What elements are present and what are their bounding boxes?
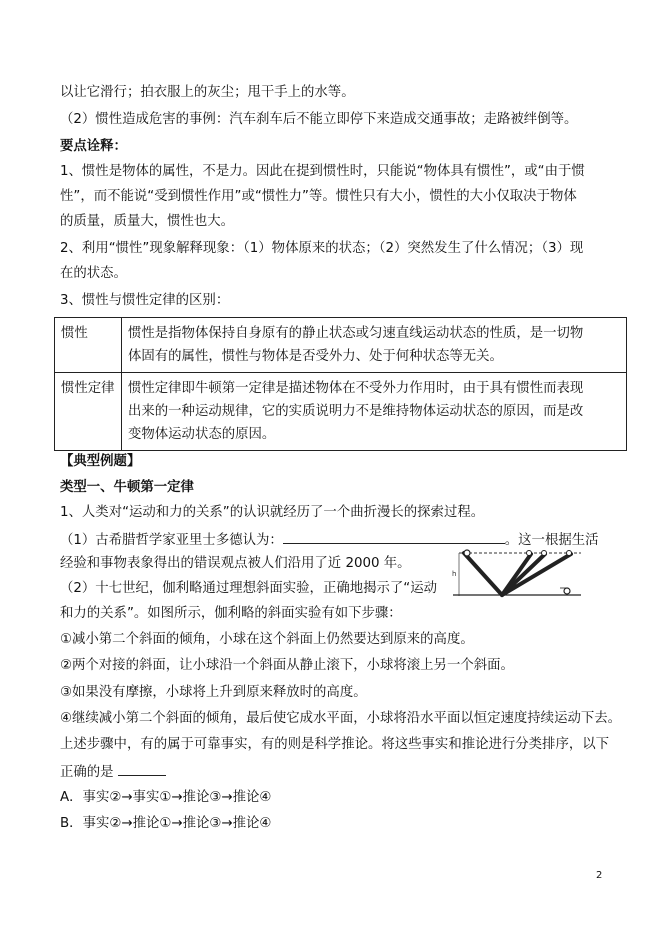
- question-text: （2）十七世纪，伽利略通过理想斜面实验，正确地揭示了“运动: [60, 581, 438, 596]
- question-text-part: 正确的是: [60, 765, 114, 780]
- table-cell-term: 惯性定律: [55, 373, 122, 451]
- text-line: 以让它滑行；拍衣服上的灰尘；甩干手上的水等。: [60, 85, 355, 100]
- question-text: 经验和事物表象得出的错误观点被人们沿用了近 2000 年。: [60, 556, 411, 571]
- text-line: 在的状态。: [60, 266, 127, 281]
- table-cell-line: 惯性是指物体保持自身原有的静止状态或匀速直线运动状态的性质，是一切物: [128, 326, 584, 341]
- text-line: （2）惯性造成危害的事例：汽车刹车后不能立即停下来造成交通事故；走路被绊倒等。: [60, 112, 578, 127]
- question-text: 上述步骤中，有的属于可靠事实，有的则是科学推论。将这些事实和推论进行分类排序，以下: [60, 737, 610, 752]
- examples-heading: 【典型例题】: [60, 454, 141, 469]
- table-row: [55, 318, 627, 373]
- table-row: [55, 373, 627, 451]
- table-cell-term: 惯性: [55, 318, 122, 373]
- answer-blank[interactable]: [118, 761, 166, 776]
- option-b[interactable]: B．事实②→推论①→推论③→推论④: [60, 816, 272, 831]
- comparison-table: [54, 317, 627, 451]
- text-line: 3、惯性与惯性定律的区别：: [60, 293, 230, 308]
- table-cell-description: [122, 373, 627, 451]
- table-cell-line: 出来的一种运动规律，它的实质说明力不是维持物体运动状态的原因，而是改: [128, 404, 584, 419]
- step-text: ④继续减小第二个斜面的倾角，最后使它成水平面，小球将沿水平面以恒定速度持续运动下去。: [60, 711, 622, 726]
- text-line: 1、惯性是物体的属性，不是力。因此在提到惯性时，只能说“物体具有惯性”，或“由于惯: [60, 164, 585, 179]
- step-text: ③如果没有摩擦，小球将上升到原来释放时的高度。: [60, 685, 367, 700]
- table-cell-line: 体固有的属性，惯性与物体是否受外力、处于何种状态等无关。: [128, 349, 503, 364]
- question-text: 1、人类对“运动和力的关系”的认识就经历了一个曲折漫长的探索过程。: [60, 505, 485, 520]
- question-text: 和力的关系”。如图所示，伽利略的斜面实验有如下步骤：: [60, 606, 402, 621]
- type-heading: 类型一、牛顿第一定律: [60, 480, 194, 495]
- text-line: 性”，而不能说“受到惯性作用”或“惯性力”等。惯性只有大小，惯性的大小仅取决于物体: [60, 189, 577, 204]
- ball-icon: [527, 551, 532, 556]
- page-number: 2: [596, 870, 603, 881]
- ball-icon: [542, 551, 547, 556]
- ball-icon: [464, 550, 470, 556]
- question-text-part: 。这一根据生活: [504, 533, 599, 548]
- option-a[interactable]: A．事实②→事实①→推论③→推论④: [60, 790, 272, 805]
- step-text: ①减小第二个斜面的倾角，小球在这个斜面上仍然要达到原来的高度。: [60, 632, 474, 647]
- section-heading: 要点诠释：: [60, 139, 127, 154]
- question-text: [60, 761, 166, 783]
- ball-icon: [567, 551, 572, 556]
- ball-icon: [564, 588, 570, 594]
- text-line: 的质量，质量大，惯性也大。: [60, 214, 235, 229]
- first-incline: [464, 553, 502, 595]
- text-line: 2、利用“惯性”现象解释现象：（1）物体原来的状态；（2）突然发生了什么情况；（3）现: [60, 241, 584, 256]
- table-cell-line: 惯性定律即牛顿第一定律是描述物体在不受外力作用时，由于具有惯性而表现: [128, 381, 584, 396]
- height-label: h: [452, 570, 457, 578]
- step-text: ②两个对接的斜面，让小球沿一个斜面从静止滚下，小球将滚上另一个斜面。: [60, 658, 514, 673]
- question-text-part: （1）古希腊哲学家亚里士多德认为：: [60, 533, 283, 548]
- answer-blank[interactable]: [283, 529, 505, 544]
- table-cell-description: [122, 318, 627, 373]
- table-cell-line: 变物体运动状态的原因。: [128, 427, 276, 442]
- incline-diagram: [447, 548, 583, 600]
